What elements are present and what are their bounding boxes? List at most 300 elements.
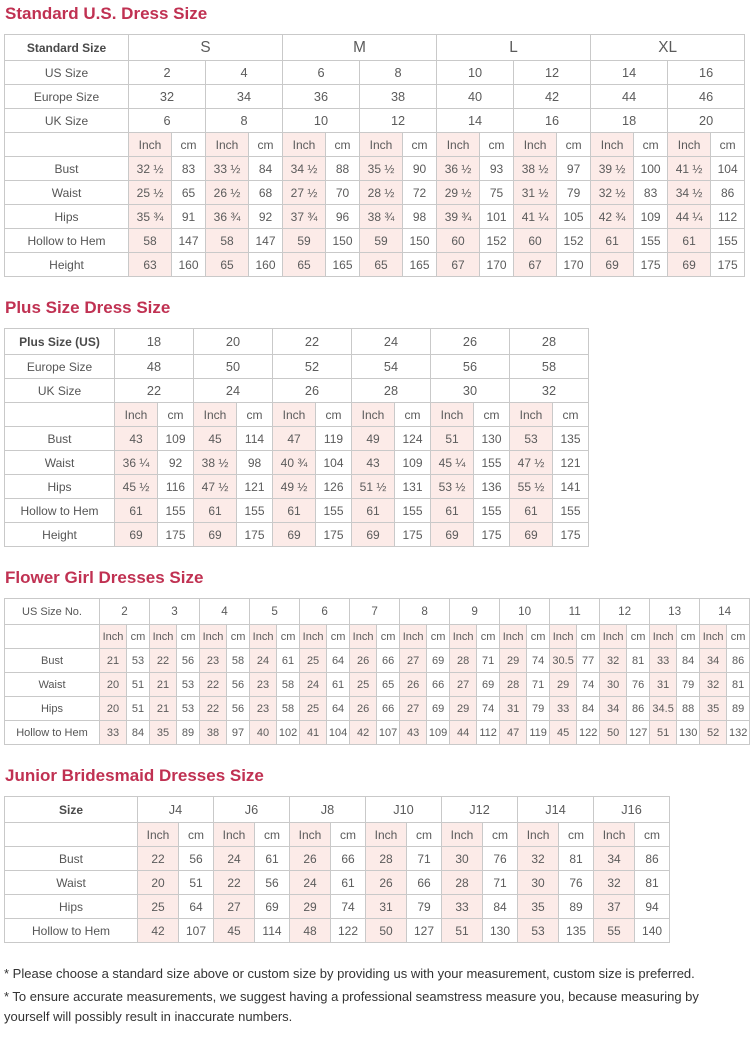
value-cm-cell: 114 <box>237 427 273 451</box>
unit-header-cm: cm <box>634 133 668 157</box>
value-cm-cell: 61 <box>331 871 366 895</box>
unit-header-cm: cm <box>255 823 290 847</box>
value-cm-cell: 93 <box>480 157 514 181</box>
value-inch-cell: 34 <box>594 847 635 871</box>
section-standard-size <box>4 4 746 277</box>
value-inch-cell: 27 ½ <box>283 181 326 205</box>
value-inch-cell: 30 <box>518 871 559 895</box>
value-inch-cell: 63 <box>129 253 172 277</box>
value-inch-cell: 26 <box>366 871 407 895</box>
value-cm-cell: 124 <box>395 427 431 451</box>
footnote-custom-size: * Please choose a standard size above or custom size by providing us with your measurement, custom size is preferred. <box>4 966 695 981</box>
size-number-cell: 28 <box>352 379 431 403</box>
value-cm-cell: 104 <box>316 451 352 475</box>
size-number-cell: 46 <box>668 85 745 109</box>
unit-header-cm: cm <box>179 823 214 847</box>
row-label: Waist <box>5 871 138 895</box>
value-cm-cell: 89 <box>559 895 594 919</box>
table-row <box>5 523 589 547</box>
size-number-cell: 16 <box>514 109 591 133</box>
unit-header-cm: cm <box>483 823 518 847</box>
value-cm-cell: 121 <box>237 475 273 499</box>
section-plus-size <box>4 298 746 547</box>
value-cm-cell: 130 <box>474 427 510 451</box>
size-group-cell: M <box>283 35 437 61</box>
value-inch-cell: 35 <box>150 721 177 745</box>
value-cm-cell: 104 <box>711 157 745 181</box>
value-inch-cell: 42 ¾ <box>591 205 634 229</box>
value-inch-cell: 47 ½ <box>510 451 553 475</box>
value-cm-cell: 53 <box>177 673 200 697</box>
row-label: Height <box>5 523 115 547</box>
size-number-cell: 2 <box>129 61 206 85</box>
value-inch-cell: 36 ¾ <box>206 205 249 229</box>
size-number-cell: 12 <box>360 109 437 133</box>
table-row <box>5 451 589 475</box>
value-inch-cell: 33 <box>442 895 483 919</box>
row-label: Hollow to Hem <box>5 721 100 745</box>
value-inch-cell: 53 <box>510 427 553 451</box>
size-number-cell: 32 <box>129 85 206 109</box>
unit-header-cm: cm <box>527 625 550 649</box>
value-inch-cell: 33 <box>650 649 677 673</box>
table-row <box>5 871 670 895</box>
value-inch-cell: 24 <box>250 649 277 673</box>
value-cm-cell: 66 <box>377 649 400 673</box>
value-inch-cell: 26 <box>290 847 331 871</box>
value-cm-cell: 152 <box>557 229 591 253</box>
value-cm-cell: 56 <box>255 871 290 895</box>
value-cm-cell: 51 <box>127 697 150 721</box>
size-number-cell: 54 <box>352 355 431 379</box>
size-number-cell: 18 <box>591 109 668 133</box>
size-number-cell: J16 <box>594 797 670 823</box>
value-inch-cell: 23 <box>250 673 277 697</box>
row-label-empty <box>5 403 115 427</box>
value-inch-cell: 25 <box>300 697 327 721</box>
value-inch-cell: 40 <box>250 721 277 745</box>
value-inch-cell: 65 <box>283 253 326 277</box>
value-cm-cell: 112 <box>477 721 500 745</box>
value-cm-cell: 83 <box>634 181 668 205</box>
row-label-empty <box>5 823 138 847</box>
value-cm-cell: 86 <box>627 697 650 721</box>
value-cm-cell: 170 <box>480 253 514 277</box>
value-inch-cell: 29 <box>450 697 477 721</box>
size-number-cell: 5 <box>250 599 300 625</box>
value-cm-cell: 155 <box>158 499 194 523</box>
unit-header-inch: Inch <box>518 823 559 847</box>
size-number-cell: 12 <box>514 61 591 85</box>
value-inch-cell: 55 ½ <box>510 475 553 499</box>
unit-header-cm: cm <box>427 625 450 649</box>
value-inch-cell: 31 <box>650 673 677 697</box>
value-cm-cell: 58 <box>277 697 300 721</box>
section-title-standard: Standard U.S. Dress Size <box>5 4 208 23</box>
value-cm-cell: 53 <box>177 697 200 721</box>
size-number-cell: 22 <box>273 329 352 355</box>
unit-header-inch: Inch <box>700 625 727 649</box>
value-inch-cell: 33 ½ <box>206 157 249 181</box>
value-cm-cell: 81 <box>635 871 670 895</box>
value-cm-cell: 175 <box>316 523 352 547</box>
value-inch-cell: 61 <box>668 229 711 253</box>
value-cm-cell: 100 <box>634 157 668 181</box>
value-inch-cell: 59 <box>283 229 326 253</box>
table-row <box>5 673 750 697</box>
value-inch-cell: 36 ¼ <box>115 451 158 475</box>
value-inch-cell: 30 <box>442 847 483 871</box>
value-inch-cell: 61 <box>591 229 634 253</box>
value-cm-cell: 84 <box>127 721 150 745</box>
size-number-cell: 8 <box>400 599 450 625</box>
value-inch-cell: 61 <box>273 499 316 523</box>
unit-header-cm: cm <box>677 625 700 649</box>
value-cm-cell: 127 <box>627 721 650 745</box>
value-cm-cell: 81 <box>559 847 594 871</box>
section-junior-bridesmaid <box>4 766 746 943</box>
value-cm-cell: 150 <box>326 229 360 253</box>
row-label: Plus Size (US) <box>5 329 115 355</box>
value-cm-cell: 104 <box>327 721 350 745</box>
value-cm-cell: 119 <box>316 427 352 451</box>
value-inch-cell: 43 <box>115 427 158 451</box>
value-inch-cell: 35 ¾ <box>129 205 172 229</box>
value-inch-cell: 34 ½ <box>283 157 326 181</box>
unit-header-cm: cm <box>477 625 500 649</box>
value-cm-cell: 68 <box>249 181 283 205</box>
size-number-cell: 14 <box>700 599 750 625</box>
row-label: US Size <box>5 61 129 85</box>
value-cm-cell: 66 <box>377 697 400 721</box>
unit-header-cm: cm <box>711 133 745 157</box>
table-row <box>5 329 589 355</box>
value-cm-cell: 65 <box>172 181 206 205</box>
row-label: Size <box>5 797 138 823</box>
unit-header-cm: cm <box>627 625 650 649</box>
unit-header-cm: cm <box>559 823 594 847</box>
size-number-cell: 10 <box>283 109 360 133</box>
size-number-cell: 8 <box>360 61 437 85</box>
value-cm-cell: 114 <box>255 919 290 943</box>
size-number-cell: 52 <box>273 355 352 379</box>
value-cm-cell: 140 <box>635 919 670 943</box>
value-cm-cell: 109 <box>427 721 450 745</box>
unit-header-inch: Inch <box>600 625 627 649</box>
value-cm-cell: 77 <box>577 649 600 673</box>
value-cm-cell: 127 <box>407 919 442 943</box>
value-inch-cell: 28 <box>366 847 407 871</box>
table-row <box>5 181 745 205</box>
value-inch-cell: 49 ½ <box>273 475 316 499</box>
value-inch-cell: 32 <box>700 673 727 697</box>
value-cm-cell: 74 <box>477 697 500 721</box>
unit-header-cm: cm <box>172 133 206 157</box>
section-flower-girl <box>4 568 746 745</box>
value-inch-cell: 47 <box>273 427 316 451</box>
row-label: Hollow to Hem <box>5 499 115 523</box>
value-inch-cell: 35 <box>700 697 727 721</box>
size-group-cell: XL <box>591 35 745 61</box>
value-inch-cell: 32 ½ <box>129 157 172 181</box>
value-cm-cell: 79 <box>527 697 550 721</box>
value-cm-cell: 66 <box>331 847 366 871</box>
value-cm-cell: 132 <box>727 721 750 745</box>
value-cm-cell: 76 <box>559 871 594 895</box>
section-title-junior: Junior Bridesmaid Dresses Size <box>5 766 264 785</box>
unit-header-cm: cm <box>553 403 589 427</box>
value-inch-cell: 65 <box>360 253 403 277</box>
row-label: Europe Size <box>5 85 129 109</box>
value-inch-cell: 27 <box>400 697 427 721</box>
row-label: Bust <box>5 649 100 673</box>
value-inch-cell: 61 <box>194 499 237 523</box>
unit-header-cm: cm <box>395 403 431 427</box>
row-label: Hips <box>5 475 115 499</box>
value-cm-cell: 147 <box>172 229 206 253</box>
value-cm-cell: 86 <box>727 649 750 673</box>
value-inch-cell: 33 <box>550 697 577 721</box>
value-inch-cell: 41 ½ <box>668 157 711 181</box>
row-label: Hips <box>5 895 138 919</box>
value-inch-cell: 28 ½ <box>360 181 403 205</box>
unit-header-cm: cm <box>249 133 283 157</box>
size-number-cell: 26 <box>273 379 352 403</box>
value-cm-cell: 130 <box>483 919 518 943</box>
size-chart-page <box>4 4 746 1027</box>
footnote-measurement-advice: * To ensure accurate measurements, we suggest having a professional seamstress measure you, because measuring by yourself will possibly result in inaccurate numbers. <box>4 989 699 1024</box>
value-cm-cell: 74 <box>331 895 366 919</box>
value-inch-cell: 20 <box>100 697 127 721</box>
standard-size-table <box>4 34 745 277</box>
row-label: Standard Size <box>5 35 129 61</box>
value-cm-cell: 53 <box>127 649 150 673</box>
unit-header-cm: cm <box>277 625 300 649</box>
value-cm-cell: 109 <box>395 451 431 475</box>
value-inch-cell: 30 <box>600 673 627 697</box>
value-inch-cell: 34 <box>600 697 627 721</box>
table-row <box>5 823 670 847</box>
value-inch-cell: 25 ½ <box>129 181 172 205</box>
value-inch-cell: 26 <box>350 697 377 721</box>
value-cm-cell: 102 <box>277 721 300 745</box>
value-cm-cell: 61 <box>277 649 300 673</box>
row-label: Bust <box>5 157 129 181</box>
size-number-cell: 14 <box>437 109 514 133</box>
value-inch-cell: 44 ¼ <box>668 205 711 229</box>
size-number-cell: 6 <box>129 109 206 133</box>
value-cm-cell: 175 <box>158 523 194 547</box>
table-row <box>5 895 670 919</box>
value-cm-cell: 70 <box>326 181 360 205</box>
value-cm-cell: 170 <box>557 253 591 277</box>
value-inch-cell: 27 <box>214 895 255 919</box>
table-row <box>5 797 670 823</box>
unit-header-inch: Inch <box>360 133 403 157</box>
value-inch-cell: 52 <box>700 721 727 745</box>
value-inch-cell: 32 <box>600 649 627 673</box>
value-cm-cell: 71 <box>477 649 500 673</box>
size-number-cell: 8 <box>206 109 283 133</box>
value-inch-cell: 61 <box>352 499 395 523</box>
value-inch-cell: 69 <box>591 253 634 277</box>
value-cm-cell: 109 <box>158 427 194 451</box>
unit-header-cm: cm <box>316 403 352 427</box>
value-inch-cell: 25 <box>300 649 327 673</box>
value-inch-cell: 39 ¾ <box>437 205 480 229</box>
value-cm-cell: 97 <box>227 721 250 745</box>
table-row <box>5 649 750 673</box>
unit-header-cm: cm <box>377 625 400 649</box>
unit-header-cm: cm <box>158 403 194 427</box>
table-row <box>5 475 589 499</box>
value-cm-cell: 107 <box>377 721 400 745</box>
row-label: Bust <box>5 427 115 451</box>
unit-header-inch: Inch <box>200 625 227 649</box>
value-cm-cell: 105 <box>557 205 591 229</box>
size-number-cell: 10 <box>500 599 550 625</box>
value-inch-cell: 29 ½ <box>437 181 480 205</box>
value-cm-cell: 84 <box>249 157 283 181</box>
unit-header-inch: Inch <box>668 133 711 157</box>
value-inch-cell: 44 <box>450 721 477 745</box>
unit-header-inch: Inch <box>350 625 377 649</box>
value-inch-cell: 22 <box>200 697 227 721</box>
table-row <box>5 133 745 157</box>
table-row <box>5 355 589 379</box>
value-cm-cell: 131 <box>395 475 431 499</box>
value-cm-cell: 56 <box>227 673 250 697</box>
size-number-cell: 34 <box>206 85 283 109</box>
value-inch-cell: 30.5 <box>550 649 577 673</box>
value-cm-cell: 147 <box>249 229 283 253</box>
row-label: US Size No. <box>5 599 100 625</box>
value-cm-cell: 75 <box>480 181 514 205</box>
value-cm-cell: 165 <box>403 253 437 277</box>
value-cm-cell: 88 <box>326 157 360 181</box>
size-number-cell: 26 <box>431 329 510 355</box>
size-number-cell: J14 <box>518 797 594 823</box>
value-inch-cell: 33 <box>100 721 127 745</box>
value-cm-cell: 66 <box>427 673 450 697</box>
value-cm-cell: 76 <box>627 673 650 697</box>
value-inch-cell: 53 ½ <box>431 475 474 499</box>
value-cm-cell: 175 <box>237 523 273 547</box>
table-row <box>5 205 745 229</box>
value-cm-cell: 175 <box>553 523 589 547</box>
unit-header-inch: Inch <box>206 133 249 157</box>
value-inch-cell: 42 <box>350 721 377 745</box>
value-inch-cell: 35 ½ <box>360 157 403 181</box>
size-number-cell: J6 <box>214 797 290 823</box>
size-number-cell: 9 <box>450 599 500 625</box>
table-row <box>5 697 750 721</box>
row-label: Waist <box>5 181 129 205</box>
value-cm-cell: 150 <box>403 229 437 253</box>
value-inch-cell: 45 <box>194 427 237 451</box>
value-inch-cell: 31 ½ <box>514 181 557 205</box>
value-cm-cell: 92 <box>249 205 283 229</box>
value-cm-cell: 71 <box>483 871 518 895</box>
value-cm-cell: 175 <box>711 253 745 277</box>
table-row <box>5 85 745 109</box>
value-cm-cell: 76 <box>483 847 518 871</box>
value-inch-cell: 40 ¾ <box>273 451 316 475</box>
value-cm-cell: 160 <box>172 253 206 277</box>
value-cm-cell: 121 <box>553 451 589 475</box>
value-inch-cell: 50 <box>600 721 627 745</box>
value-inch-cell: 50 <box>366 919 407 943</box>
value-cm-cell: 109 <box>634 205 668 229</box>
unit-header-inch: Inch <box>290 823 331 847</box>
value-inch-cell: 69 <box>194 523 237 547</box>
value-cm-cell: 175 <box>634 253 668 277</box>
value-inch-cell: 51 <box>442 919 483 943</box>
size-number-cell: J10 <box>366 797 442 823</box>
value-inch-cell: 23 <box>250 697 277 721</box>
value-inch-cell: 58 <box>129 229 172 253</box>
value-inch-cell: 47 ½ <box>194 475 237 499</box>
value-inch-cell: 22 <box>150 649 177 673</box>
value-inch-cell: 45 ½ <box>115 475 158 499</box>
value-inch-cell: 61 <box>115 499 158 523</box>
value-inch-cell: 69 <box>510 523 553 547</box>
unit-header-inch: Inch <box>400 625 427 649</box>
value-cm-cell: 74 <box>527 649 550 673</box>
value-inch-cell: 24 <box>214 847 255 871</box>
value-inch-cell: 37 ¾ <box>283 205 326 229</box>
value-inch-cell: 31 <box>366 895 407 919</box>
value-inch-cell: 34 ½ <box>668 181 711 205</box>
value-cm-cell: 64 <box>327 649 350 673</box>
unit-header-inch: Inch <box>352 403 395 427</box>
value-cm-cell: 83 <box>172 157 206 181</box>
unit-header-cm: cm <box>557 133 591 157</box>
value-inch-cell: 45 <box>550 721 577 745</box>
value-inch-cell: 60 <box>514 229 557 253</box>
value-inch-cell: 69 <box>352 523 395 547</box>
size-number-cell: 18 <box>115 329 194 355</box>
value-inch-cell: 43 <box>400 721 427 745</box>
size-number-cell: 50 <box>194 355 273 379</box>
value-cm-cell: 69 <box>427 697 450 721</box>
value-cm-cell: 81 <box>727 673 750 697</box>
size-number-cell: 7 <box>350 599 400 625</box>
table-row <box>5 109 745 133</box>
value-cm-cell: 58 <box>277 673 300 697</box>
size-number-cell: 44 <box>591 85 668 109</box>
value-inch-cell: 37 <box>594 895 635 919</box>
table-row <box>5 379 589 403</box>
unit-header-inch: Inch <box>514 133 557 157</box>
value-cm-cell: 81 <box>627 649 650 673</box>
value-inch-cell: 60 <box>437 229 480 253</box>
table-row <box>5 499 589 523</box>
unit-header-inch: Inch <box>100 625 127 649</box>
value-cm-cell: 71 <box>407 847 442 871</box>
value-cm-cell: 155 <box>474 499 510 523</box>
value-inch-cell: 21 <box>150 673 177 697</box>
size-number-cell: 14 <box>591 61 668 85</box>
value-cm-cell: 86 <box>635 847 670 871</box>
value-cm-cell: 98 <box>403 205 437 229</box>
value-inch-cell: 27 <box>450 673 477 697</box>
value-inch-cell: 31 <box>500 697 527 721</box>
size-number-cell: 12 <box>600 599 650 625</box>
value-inch-cell: 38 ½ <box>194 451 237 475</box>
value-inch-cell: 58 <box>206 229 249 253</box>
value-inch-cell: 29 <box>290 895 331 919</box>
